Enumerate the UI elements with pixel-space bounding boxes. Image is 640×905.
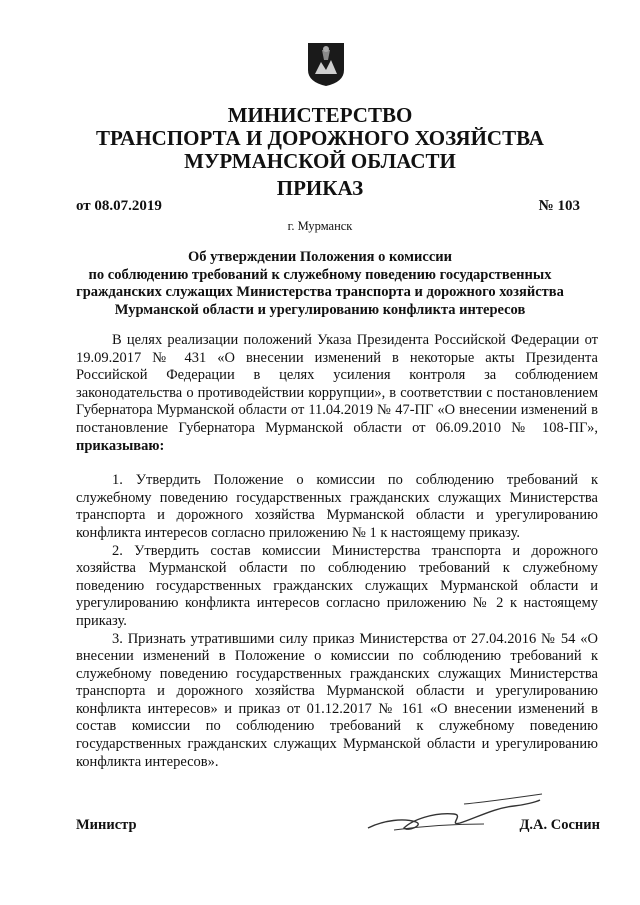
order-item-1: 1. Утвердить Положение о комиссии по соблюдению требований к служебному поведению государственных гражданских служащих Министерства транспорта и дорожного хозяйства Мурманской области и урегулированию конфликта интересов согласно приложению № 1 к настоящему приказу. [76, 472, 598, 541]
document-city: г. Мурманск [287, 219, 353, 233]
subject-line: гражданских служащих Министерства транспорта и дорожного хозяйства [76, 284, 564, 300]
preamble-paragraph [76, 332, 598, 455]
order-item-2: 2. Утвердить состав комиссии Министерства транспорта и дорожного хозяйства Мурманской области по соблюдению требований к служебному поведению государственных гражданских служащих Мурманской области и урегулированию конфликта интересов согласно приложению № 2 к настоящему приказу. [76, 542, 598, 629]
document-type: ПРИКАЗ [276, 176, 364, 200]
document-body [76, 332, 598, 771]
ministry-line: МУРМАНСКОЙ ОБЛАСТИ [184, 149, 456, 173]
preamble-text: В целях реализации положений Указа Президента Российской Федерации от 19.09.2017 № 431 «О внесении изменений в некоторые акты Президента Российской Федерации в целях усиления контроля за соблюдением законодательства о противодействии коррупции», в соответствии с постановлением Губернатора Мурманской области от 11.04.2019 № 47-ПГ «О внесении изменений в постановление Губернатора Мурманской области от 06.09.2010 № 108-ПГ», [76, 332, 598, 436]
handwritten-signature [364, 790, 544, 840]
subject-line: Мурманской области и урегулированию конфликта интересов [114, 301, 526, 318]
ministry-line: МИНИСТЕРСТВО [227, 103, 413, 127]
coat-of-arms-icon [305, 40, 347, 88]
order-keyword: приказываю: [76, 437, 165, 454]
order-item-3: 3. Признать утратившими силу приказ Министерства от 27.04.2016 № 54 «О внесении изменений в Положение о комиссии по соблюдению требований к служебному поведению государственных гражданских служащих Министерства транспорта и дорожного хозяйства Мурманской области и урегулированию конфликта интересов» и приказ от 01.12.2017 № 161 «О внесении изменений в состав комиссии по соблюдению требований к служебному поведению государственных гражданских служащих Мурманской области и урегулированию конфликта интересов». [76, 630, 598, 770]
ministry-line: ТРАНСПОРТА И ДОРОЖНОГО ХОЗЯЙСТВА [96, 126, 544, 150]
document-subject [0, 249, 640, 319]
signatory-name: Д.А. Соснин [519, 817, 600, 833]
signatory-role: Министр [76, 817, 137, 833]
subject-line: Об утверждении Положения о комиссии [188, 249, 452, 265]
ministry-name [0, 104, 640, 173]
document-date: от 08.07.2019 [76, 198, 162, 214]
document-number: № 103 [538, 198, 580, 214]
subject-line: по соблюдению требований к служебному поведению государственных [88, 266, 552, 283]
